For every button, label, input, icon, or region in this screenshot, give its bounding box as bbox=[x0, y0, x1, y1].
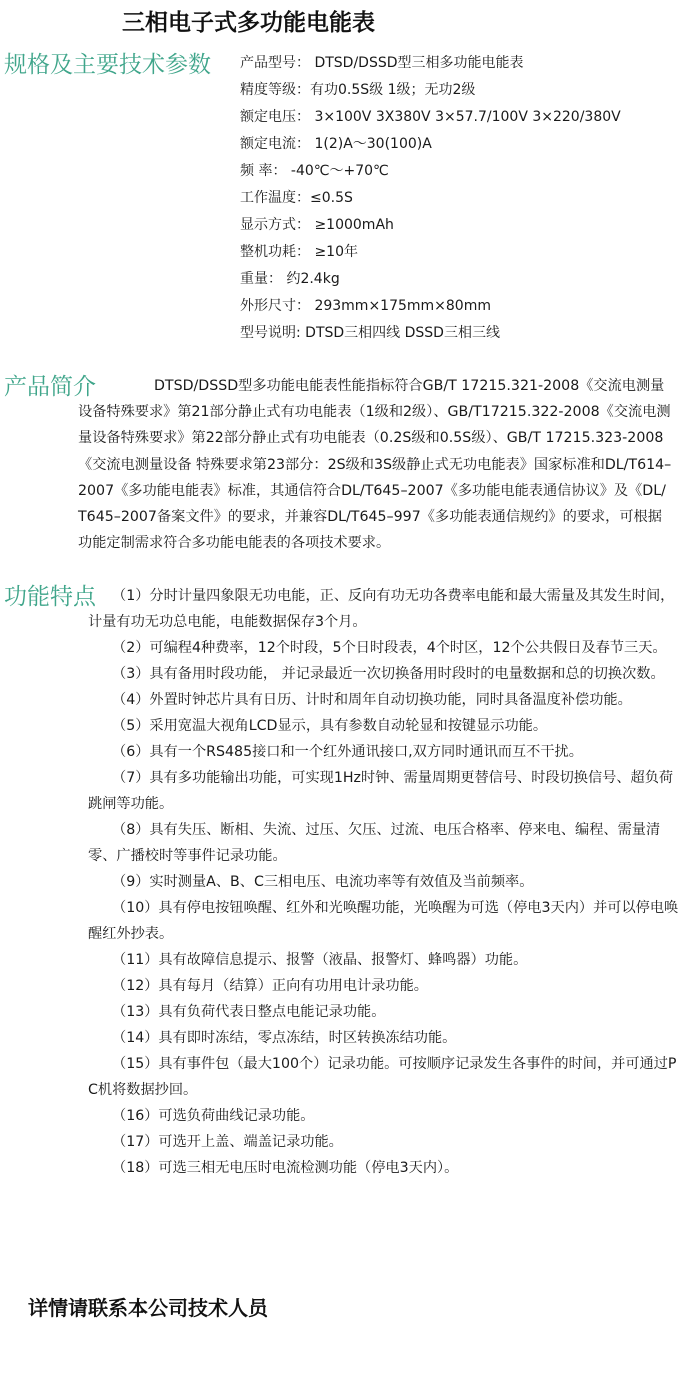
spec-item: 产品型号： DTSD/DSSD型三相多功能电能表 bbox=[240, 55, 524, 71]
intro-heading: 产品简介 bbox=[4, 374, 96, 400]
spec-item: 整机功耗： ≥10年 bbox=[240, 244, 358, 260]
feature-item: （3）具有备用时段功能， 并记录最近一次切换备用时段时的电量数据和总的切换次数。 bbox=[112, 666, 665, 682]
specs-list bbox=[240, 52, 621, 349]
feature-item: （4）外置时钟芯片具有日历、计时和周年自动切换功能，同时具备温度补偿功能。 bbox=[112, 692, 632, 708]
feature-item: （2）可编程4种费率，12个时段，5个日时段表，4个时区，12个公共假日及春节三天。 bbox=[112, 640, 667, 656]
specs-heading: 规格及主要技术参数 bbox=[4, 52, 211, 78]
feature-item: （9）实时测量A、B、C三相电压、电流功率等有效值及当前频率。 bbox=[112, 874, 534, 890]
feature-item: （1）分时计量四象限无功电能，正、反向有功无功各费率电能和最大需量及其发生时间，计量有功无功总电能，电能数据保存3个月。 bbox=[88, 588, 675, 630]
feature-item: （10）具有停电按钮唤醒、红外和光唤醒功能，光唤醒为可选（停电3天内）并可以停电唤醒红外抄表。 bbox=[88, 900, 679, 942]
feature-item: （11）具有故障信息提示、报警（液晶、报警灯、蜂鸣器）功能。 bbox=[112, 952, 528, 968]
spec-item: 精度等级：有功0.5S级 1级；无功2级 bbox=[240, 82, 476, 98]
spec-item: 外形尺寸： 293mm×175mm×80mm bbox=[240, 298, 491, 314]
features-list bbox=[88, 583, 680, 1181]
spec-item: 工作温度：≤0.5S bbox=[240, 190, 353, 206]
feature-item: （8）具有失压、断相、失流、过压、欠压、过流、电压合格率、停来电、编程、需量清零、广播校时等事件记录功能。 bbox=[88, 822, 661, 864]
feature-item: （16）可选负荷曲线记录功能。 bbox=[112, 1108, 315, 1124]
feature-item: （14）具有即时冻结，零点冻结，时区转换冻结功能。 bbox=[112, 1030, 457, 1046]
feature-item: （15）具有事件包（最大100个）记录功能。可按顺序记录发生各事件的时间，并可通过PC机将数据抄回。 bbox=[88, 1056, 677, 1098]
contact-note: 详情请联系本公司技术人员 bbox=[28, 1296, 268, 1320]
feature-item: （7）具有多功能输出功能，可实现1Hz时钟、需量周期更替信号、时段切换信号、超负荷跳闸等功能。 bbox=[88, 770, 674, 812]
page-title: 三相电子式多功能电能表 bbox=[122, 10, 375, 36]
feature-item: （18）可选三相无电压时电流检测功能（停电3天内）。 bbox=[112, 1160, 459, 1176]
feature-item: （5）采用宽温大视角LCD显示，具有参数自动轮显和按键显示功能。 bbox=[112, 718, 548, 734]
feature-item: （12）具有每月（结算）正向有功用电计录功能。 bbox=[112, 978, 428, 994]
feature-item: （17）可选开上盖、端盖记录功能。 bbox=[112, 1134, 343, 1150]
spec-item: 频 率： -40℃～+70℃ bbox=[240, 163, 389, 179]
feature-item: （6）具有一个RS485接口和一个红外通讯接口,双方同时通讯而互不干扰。 bbox=[112, 744, 583, 760]
spec-item: 额定电流： 1(2)A～30(100)A bbox=[240, 136, 432, 152]
spec-item: 显示方式： ≥1000mAh bbox=[240, 217, 394, 233]
features-heading: 功能特点 bbox=[4, 584, 96, 610]
spec-item: 重量： 约2.4kg bbox=[240, 271, 340, 287]
intro-paragraph: DTSD/DSSD型多功能电能表性能指标符合GB/T 17215.321-2008《交流电测量设备特殊要求》第21部分静止式有功电能表（1级和2级）、GB/T17215.322-2008《交流电测量设备特殊要求》第22部分静止式有功电能表（0.2S级和0.5S级）、GB/T 17215.323-2008《交流电测量设备 特殊要求第23部分：2S级和3S级静止式无功电能表》国家标准和DL/T614–2007《多功能电能表》标准，其通信符合DL/T645–2007《多功能电能表通信协议》及《DL/T645–2007备案文件》的要求，并兼容DL/T645–997《多功能表通信规约》的要求，可根据功能定制需求符合多功能电能表的各项技术要求。 bbox=[78, 378, 672, 552]
spec-item: 型号说明: DTSD三相四线 DSSD三相三线 bbox=[240, 325, 500, 341]
feature-item: （13）具有负荷代表日整点电能记录功能。 bbox=[112, 1004, 386, 1020]
spec-item: 额定电压： 3×100V 3X380V 3×57.7/100V 3×220/380V bbox=[240, 109, 621, 125]
